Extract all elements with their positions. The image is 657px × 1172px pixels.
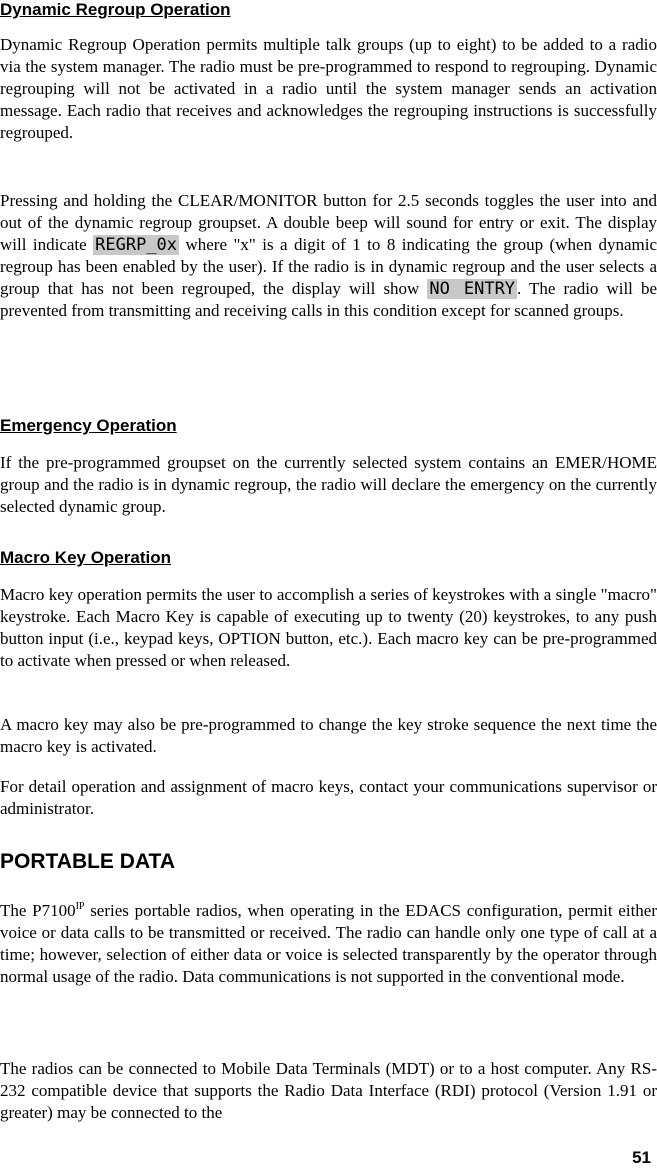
heading-macro-key: Macro Key Operation [0,548,171,567]
paragraph-emergency-1: If the pre-programmed groupset on the currently selected system contains an EMER/HOME group and the radio is in dynamic regroup, the radio will declare the emergency on the currently selected dynamic group. [0,453,657,516]
text-segment: Pressing and holding the CLEAR/MONITOR button for 2.5 seconds toggles the user into and out of the dynamic regroup groupset. A double beep will sound for entry or exit. The display will indicate [0,191,657,254]
paragraph-portable-data-2: The radios can be connected to Mobile Data Terminals (MDT) or to a host computer. Any RS-232 compatible device that supports the Radio Data Interface (RDI) protocol (Version 1.91 or greater) may be connected to the [0,1059,657,1122]
text-segment: . The radio will be prevented from transmitting and receiving calls in this condition except for scanned groups. [0,279,657,320]
page-number: 51 [632,1148,651,1167]
lcd-display-regrp: REGRP_0x [95,235,178,255]
heading-portable-data: PORTABLE DATA [0,850,175,873]
superscript-ip: IP [75,901,85,912]
lcd-display-no-entry: NO ENTRY [429,279,516,299]
heading-dynamic-regroup: Dynamic Regroup Operation [0,0,231,19]
paragraph-macro-key-3: For detail operation and assignment of macro keys, contact your communications supervisor or administrator. [0,777,657,818]
paragraph-portable-data-1 [0,900,657,988]
text-segment: where "x" is a digit of 1 to 8 indicating the group (when dynamic regroup has been enabled by the user). If the radio is in dynamic regroup and the user selects a group that has not been regrouped, the display will show [0,235,657,298]
text-segment: The P7100 [0,901,76,920]
paragraph-dynamic-regroup-1: Dynamic Regroup Operation permits multiple talk groups (up to eight) to be added to a radio via the system manager. The radio must be pre-programmed to respond to regrouping. Dynamic regrouping will not be activated in a radio until the system manager sends an activation message. Each radio that receives and acknowledges the regrouping instructions is successfully regrouped. [0,35,657,142]
text-segment: series portable radios, when operating in the EDACS configuration, permit either voice or data calls to be transmitted or received. The radio can handle only one type of call at a time; however, selection of either data or voice is selected transparently by the operator through normal usage of the radio. Data communications is not supported in the conventional mode. [0,901,657,986]
paragraph-macro-key-1: Macro key operation permits the user to accomplish a series of keystrokes with a single "macro" keystroke. Each Macro Key is capable of executing up to twenty (20) keystrokes, to any push button input (i.e., keypad keys, OPTION button, etc.). Each macro key can be pre-programmed to activate when pressed or when released. [0,585,657,670]
heading-emergency: Emergency Operation [0,416,177,435]
paragraph-dynamic-regroup-2 [0,190,657,322]
paragraph-macro-key-2: A macro key may also be pre-programmed to change the key stroke sequence the next time the macro key is activated. [0,715,657,756]
